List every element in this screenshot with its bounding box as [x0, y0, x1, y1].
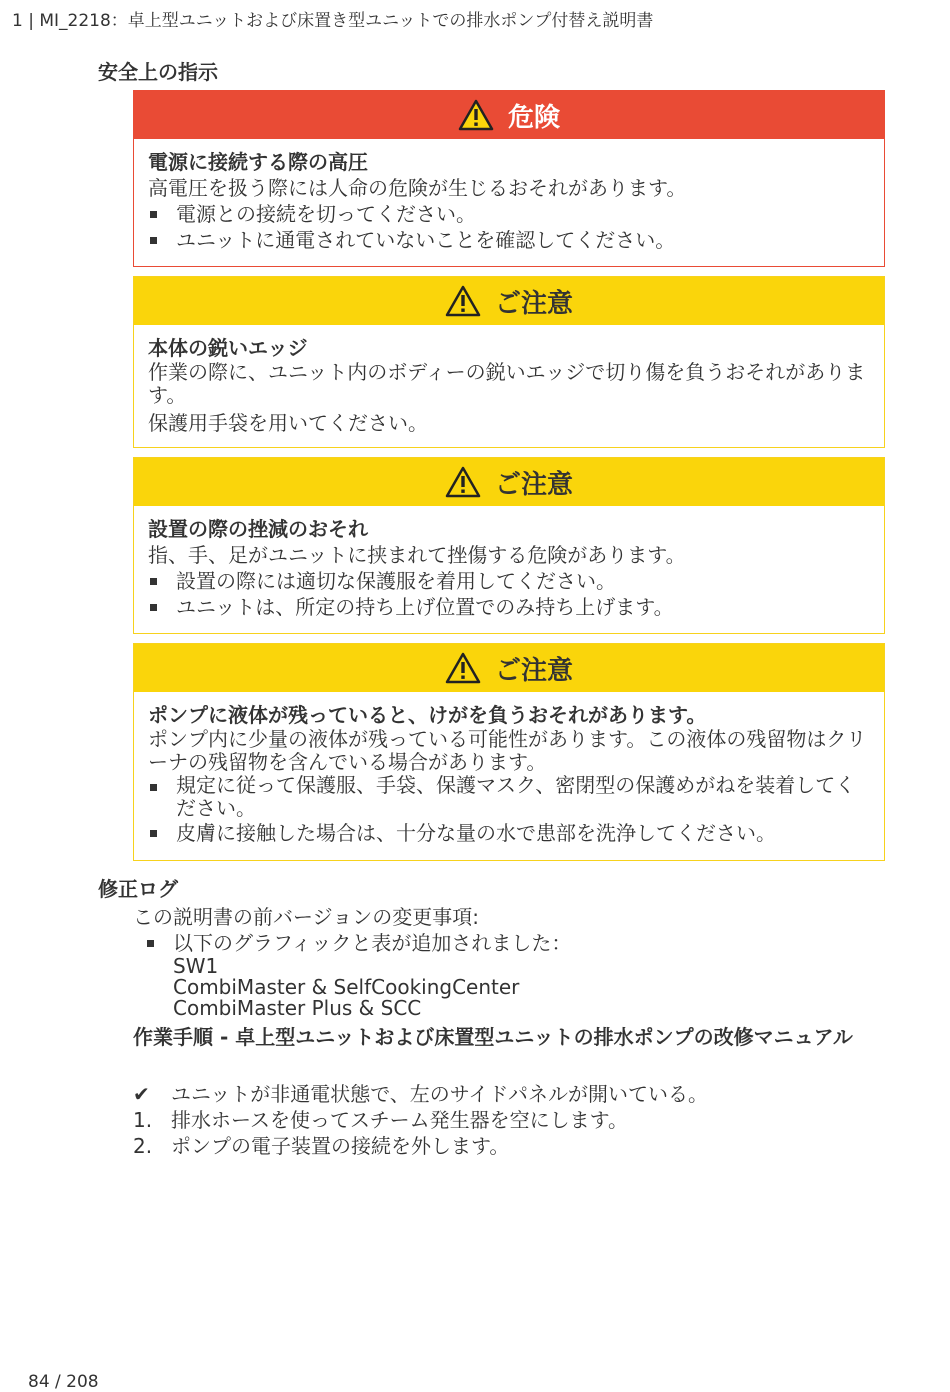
caution-subtitle: ポンプに液体が残っていると、けがを負うおそれがあります。 — [148, 703, 707, 727]
list-item: 電源との接続を切ってください。 — [148, 201, 870, 227]
revision-bullet-text: 以下のグラフィックと表が追加されました： — [173, 931, 572, 955]
procedure-step — [133, 1107, 873, 1133]
caution-text: 保護用手袋を用いてください。 — [148, 411, 428, 435]
step-text: ポンプの電子装置の接続を外します。 — [171, 1134, 510, 1158]
caution-subtitle: 本体の鋭いエッジ — [148, 336, 308, 360]
check-icon: ✔ — [133, 1082, 150, 1106]
caution-header — [134, 644, 884, 692]
danger-subtitle: 電源に接続する際の高圧 — [148, 150, 368, 174]
caution-body — [134, 692, 884, 856]
revision-title: 修正ログ — [98, 877, 178, 901]
list-item: 皮膚に接触した場合は、十分な量の水で患部を洗浄してください。 — [148, 820, 870, 846]
danger-text: 高電圧を扱う際には人命の危険が生じるおそれがあります。 — [148, 176, 687, 200]
revision-list — [145, 930, 883, 1019]
caution-label: ご注意 — [494, 469, 573, 500]
caution-label: ご注意 — [494, 288, 573, 319]
revision-log — [133, 904, 883, 1019]
caution-box-sharp-edges — [133, 276, 885, 448]
precondition — [133, 1081, 873, 1107]
list-item: 規定に従って保護服、手袋、保護マスク、密閉型の保護めがねを装着してください。 — [148, 774, 870, 820]
safety-section-title: 安全上の指示 — [98, 60, 218, 84]
page-header: 1 | MI_2218：卓上型ユニットおよび床置き型ユニットでの排水ポンプ付替え説明書 — [12, 11, 654, 31]
list-item: ユニットに通電されていないことを確認してください。 — [148, 227, 870, 253]
danger-bullet-list — [148, 201, 870, 253]
page-number: 84 / 208 — [28, 1372, 99, 1392]
list-item: 設置の際には適切な保護服を着用してください。 — [148, 568, 870, 594]
warning-triangle-icon — [445, 466, 481, 498]
caution-text: 作業の際に、ユニット内のボディーの鋭いエッジで切り傷を負うおそれがあります。 — [148, 360, 866, 407]
caution-text: ポンプ内に少量の液体が残っている可能性があります。この液体の残留物はクリーナの残留物を含んでいる場合があります。 — [148, 727, 867, 774]
caution-bullet-list — [148, 774, 870, 846]
step-number: 2. — [133, 1134, 153, 1158]
procedure-title: 作業手順 - 卓上型ユニットおよび床置型ユニットの排水ポンプの改修マニュアル — [133, 1025, 853, 1049]
caution-header — [134, 458, 884, 506]
caution-body — [134, 506, 884, 630]
revision-entry: CombiMaster Plus & SCC — [173, 996, 422, 1020]
revision-entry: CombiMaster & SelfCookingCenter — [173, 975, 520, 999]
warning-triangle-icon — [445, 285, 481, 317]
danger-header — [134, 91, 884, 139]
caution-body — [134, 325, 884, 446]
caution-text: 指、手、足がユニットに挟まれて挫傷する危険があります。 — [148, 543, 686, 567]
caution-subtitle: 設置の際の挫減のおそれ — [148, 517, 368, 541]
warning-triangle-icon — [445, 652, 481, 684]
caution-header — [134, 277, 884, 325]
revision-intro: この説明書の前バージョンの変更事項: — [133, 905, 479, 929]
caution-label: ご注意 — [494, 655, 573, 686]
procedure-step — [133, 1133, 873, 1159]
caution-box-crushing — [133, 457, 885, 634]
list-item — [145, 930, 883, 1019]
procedure-steps — [133, 1081, 873, 1159]
danger-box — [133, 90, 885, 267]
precondition-text: ユニットが非通電状態で、左のサイドパネルが開いている。 — [171, 1082, 708, 1106]
step-number: 1. — [133, 1108, 153, 1132]
danger-label: 危険 — [507, 102, 560, 133]
revision-entry: SW1 — [173, 954, 219, 978]
step-text: 排水ホースを使ってスチーム発生器を空にします。 — [171, 1108, 628, 1132]
caution-box-residual-liquid — [133, 643, 885, 861]
caution-bullet-list — [148, 568, 870, 620]
warning-triangle-icon — [458, 99, 494, 131]
danger-body — [134, 139, 884, 263]
list-item: ユニットは、所定の持ち上げ位置でのみ持ち上げます。 — [148, 594, 870, 620]
